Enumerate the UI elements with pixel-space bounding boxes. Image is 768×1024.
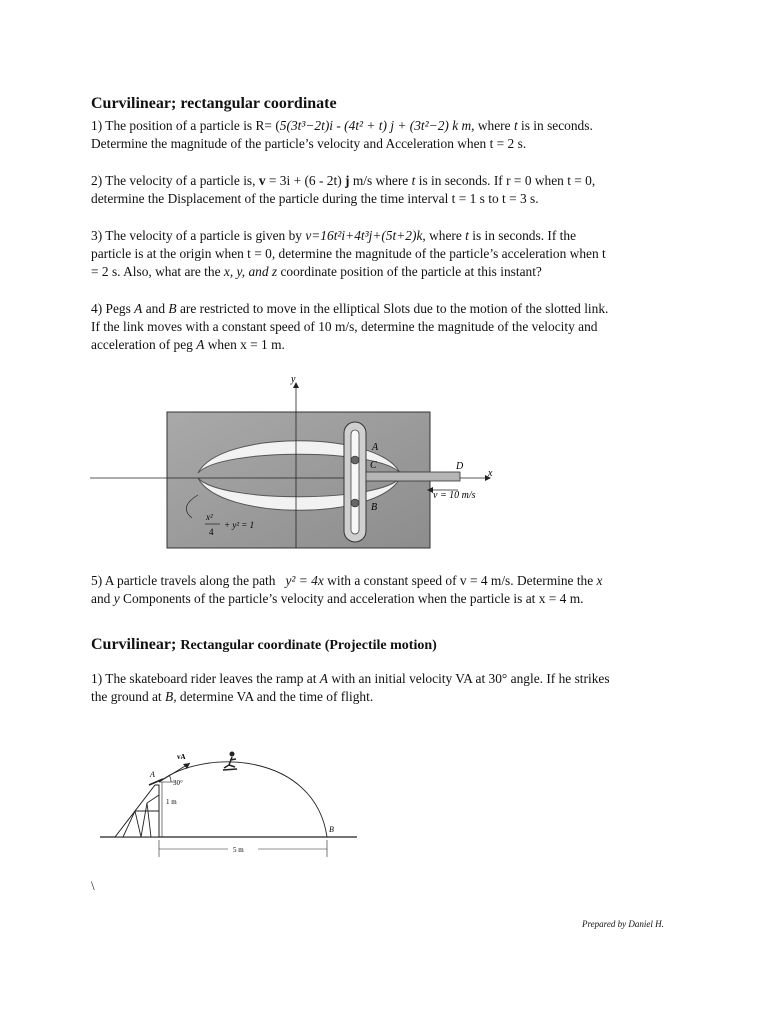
rod (366, 472, 460, 481)
peg-a (351, 456, 359, 464)
x-axis-label: x (488, 468, 493, 479)
link-slot (351, 430, 359, 534)
problem-2: 2) The velocity of a particle is, v = 3i + (6 - 2t) j m/s where t is in seconds. If r = 0 when t = 0, determine the Displacement of the particle during the time interval t = 1 s to t = 3 s. (91, 173, 596, 206)
angle-label: 30° (173, 779, 183, 787)
height-label: 1 m (166, 798, 177, 806)
va-arrowhead (183, 763, 190, 769)
problem-5: 5) A particle travels along the path y² = 4x with a constant speed of v = 4 m/s. Determine the x and y Components of the particle’s velocity and acceleration when the particle is at x = 4 m. (91, 573, 603, 606)
problem-3: 3) The velocity of a particle is given by v=16t²i+4t³j+(5t+2)k, where t is in seconds. If the particle is at the origin when t = 0, determine the magnitude of the particle’s acceleration when t = 2 s. Also, what are the x, y, and z coordinate position of the particle at this instant? (91, 228, 606, 279)
eq-denominator: 4 (209, 527, 214, 537)
peg-b (351, 499, 359, 507)
angle-arc (169, 775, 171, 782)
point-a-label: A (150, 770, 155, 779)
eq-rest: + y² = 1 (224, 520, 255, 530)
velocity-label: v = 10 m/s (433, 490, 476, 501)
distance-label: 5 m (233, 846, 244, 854)
figure-skateboard-projectile (95, 745, 375, 860)
trajectory (159, 762, 327, 837)
eq-numerator: x² (206, 512, 213, 522)
stray-backslash: \ (91, 878, 95, 893)
va-label: vA (177, 753, 186, 761)
point-b-label: B (329, 825, 334, 834)
label-c: C (370, 460, 377, 471)
skateboarder-icon (223, 752, 237, 771)
section-heading-projectile: Curvilinear; Rectangular coordinate (Projectile motion) (91, 636, 437, 653)
projectile-problem-1: 1) The skateboard rider leaves the ramp at A with an initial velocity VA at 30° angle. If he strikes the ground at B, determine VA and the time of flight. (91, 671, 610, 704)
section-heading-rectangular: Curvilinear; rectangular coordinate (91, 95, 337, 112)
figure-elliptical-slots (90, 370, 550, 560)
path-equation: y² = 4x (285, 573, 324, 588)
problem-4: 4) Pegs A and B are restricted to move in the elliptical Slots due to the motion of the slotted link. If the link moves with a constant speed of 10 m/s, determine the magnitude of the velocity and acceleration of peg A when x = 1 m. (91, 301, 609, 352)
label-d: D (456, 461, 464, 472)
label-b: B (371, 502, 378, 513)
label-a: A (372, 442, 379, 453)
footer-credit: Prepared by Daniel H. (582, 919, 664, 929)
position-formula: 5(3t³−2t)i - (4t² + t) j + (3t²−2) k m (279, 118, 472, 133)
y-axis-label: y (291, 374, 296, 385)
problem-1: 1) The position of a particle is R= (5(3t³−2t)i - (4t² + t) j + (3t²−2) k m, where t is in seconds. Determine the magnitude of the particle’s velocity and Acceleration when t = 2 s. (91, 118, 593, 151)
velocity-formula: v=16t²i+4t³j+(5t+2)k (305, 228, 423, 243)
